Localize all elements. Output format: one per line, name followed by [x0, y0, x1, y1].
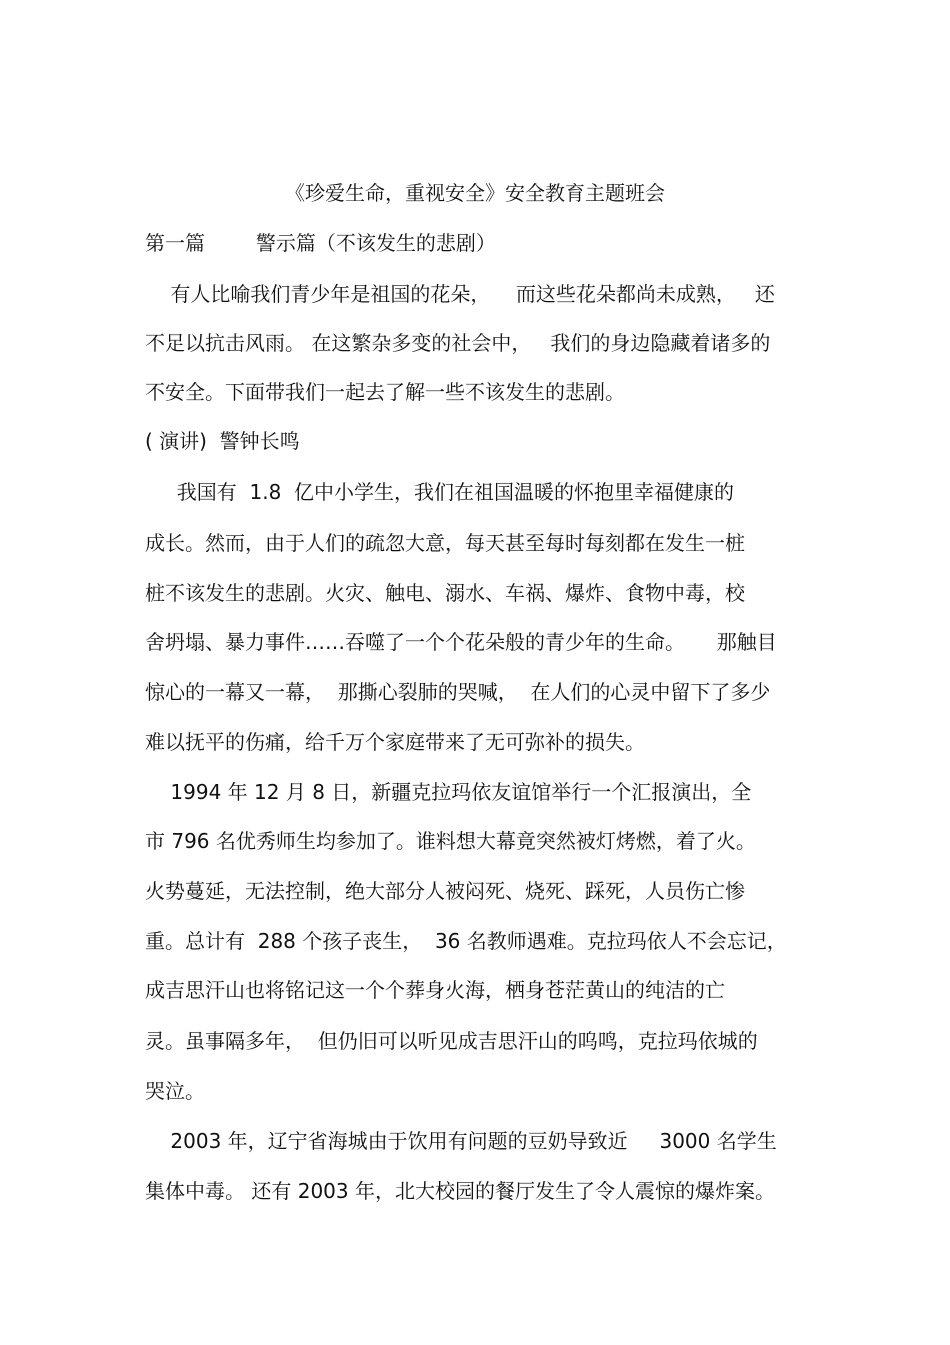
para2-line-6: 灵。虽事隔多年， 但仍旧可以听见成吉思汗山的呜鸣，克拉玛依城的 [145, 1029, 758, 1053]
speech-label: ( 演讲) 警钟长鸣 [145, 429, 300, 453]
intro-line-2: 不足以抗击风雨。 在这繁杂多变的社会中， 我们的身边隐藏着诸多的 [145, 331, 771, 355]
para2-line-4: 重。总计有 288 个孩子丧生， 36 名教师遇难。克拉玛依人不会忘记， [145, 929, 787, 953]
para2-line-3: 火势蔓延，无法控制，绝大部分人被闷死、烧死、踩死，人员伤亡惨 [145, 879, 745, 903]
intro-line-3: 不安全。下面带我们一起去了解一些不该发生的悲剧。 [145, 380, 625, 404]
para2-line-1: 1994 年 12 月 8 日，新疆克拉玛依友谊馆举行一个汇报演出，全 [145, 780, 752, 804]
para1-line-6: 难以抚平的伤痛，给千万个家庭带来了无可弥补的损失。 [145, 730, 645, 754]
para2-line-2: 市 796 名优秀师生均参加了。谁料想大幕竟突然被灯烤燃，着了火。 [145, 829, 756, 853]
document-title: 《珍爱生命，重视安全》安全教育主题班会 [285, 181, 665, 205]
para1-line-2: 成长。然而，由于人们的疏忽大意，每天甚至每时每刻都在发生一桩 [145, 531, 745, 555]
para2-line-7: 哭泣。 [145, 1079, 205, 1103]
para1-line-5: 惊心的一幕又一幕， 那撕心裂肺的哭喊， 在人们的心灵中留下了多少 [145, 680, 771, 704]
para2-line-5: 成吉思汗山也将铭记这一个个葬身火海，栖身苍茫黄山的纯洁的亡 [145, 978, 725, 1002]
para3-line-2: 集体中毒。 还有 2003 年，北大校园的餐厅发生了令人震惊的爆炸案。 [145, 1179, 775, 1203]
para1-line-3: 桩不该发生的悲剧。火灾、触电、溺水、车祸、爆炸、食物中毒，校 [145, 581, 745, 605]
intro-line-1: 有人比喻我们青少年是祖国的花朵， 而这些花朵都尚未成熟， 还 [145, 282, 775, 306]
para3-line-1: 2003 年，辽宁省海城由于饮用有问题的豆奶导致近 3000 名学生 [145, 1129, 777, 1153]
para1-line-1: 我国有 1.8 亿中小学生，我们在祖国温暖的怀抱里幸福健康的 [145, 480, 735, 504]
section-heading: 第一篇 警示篇（不该发生的悲剧） [145, 231, 496, 255]
para1-line-4: 舍坍塌、暴力事件……吞噬了一个个花朵般的青少年的生命。 那触目 [145, 630, 777, 654]
